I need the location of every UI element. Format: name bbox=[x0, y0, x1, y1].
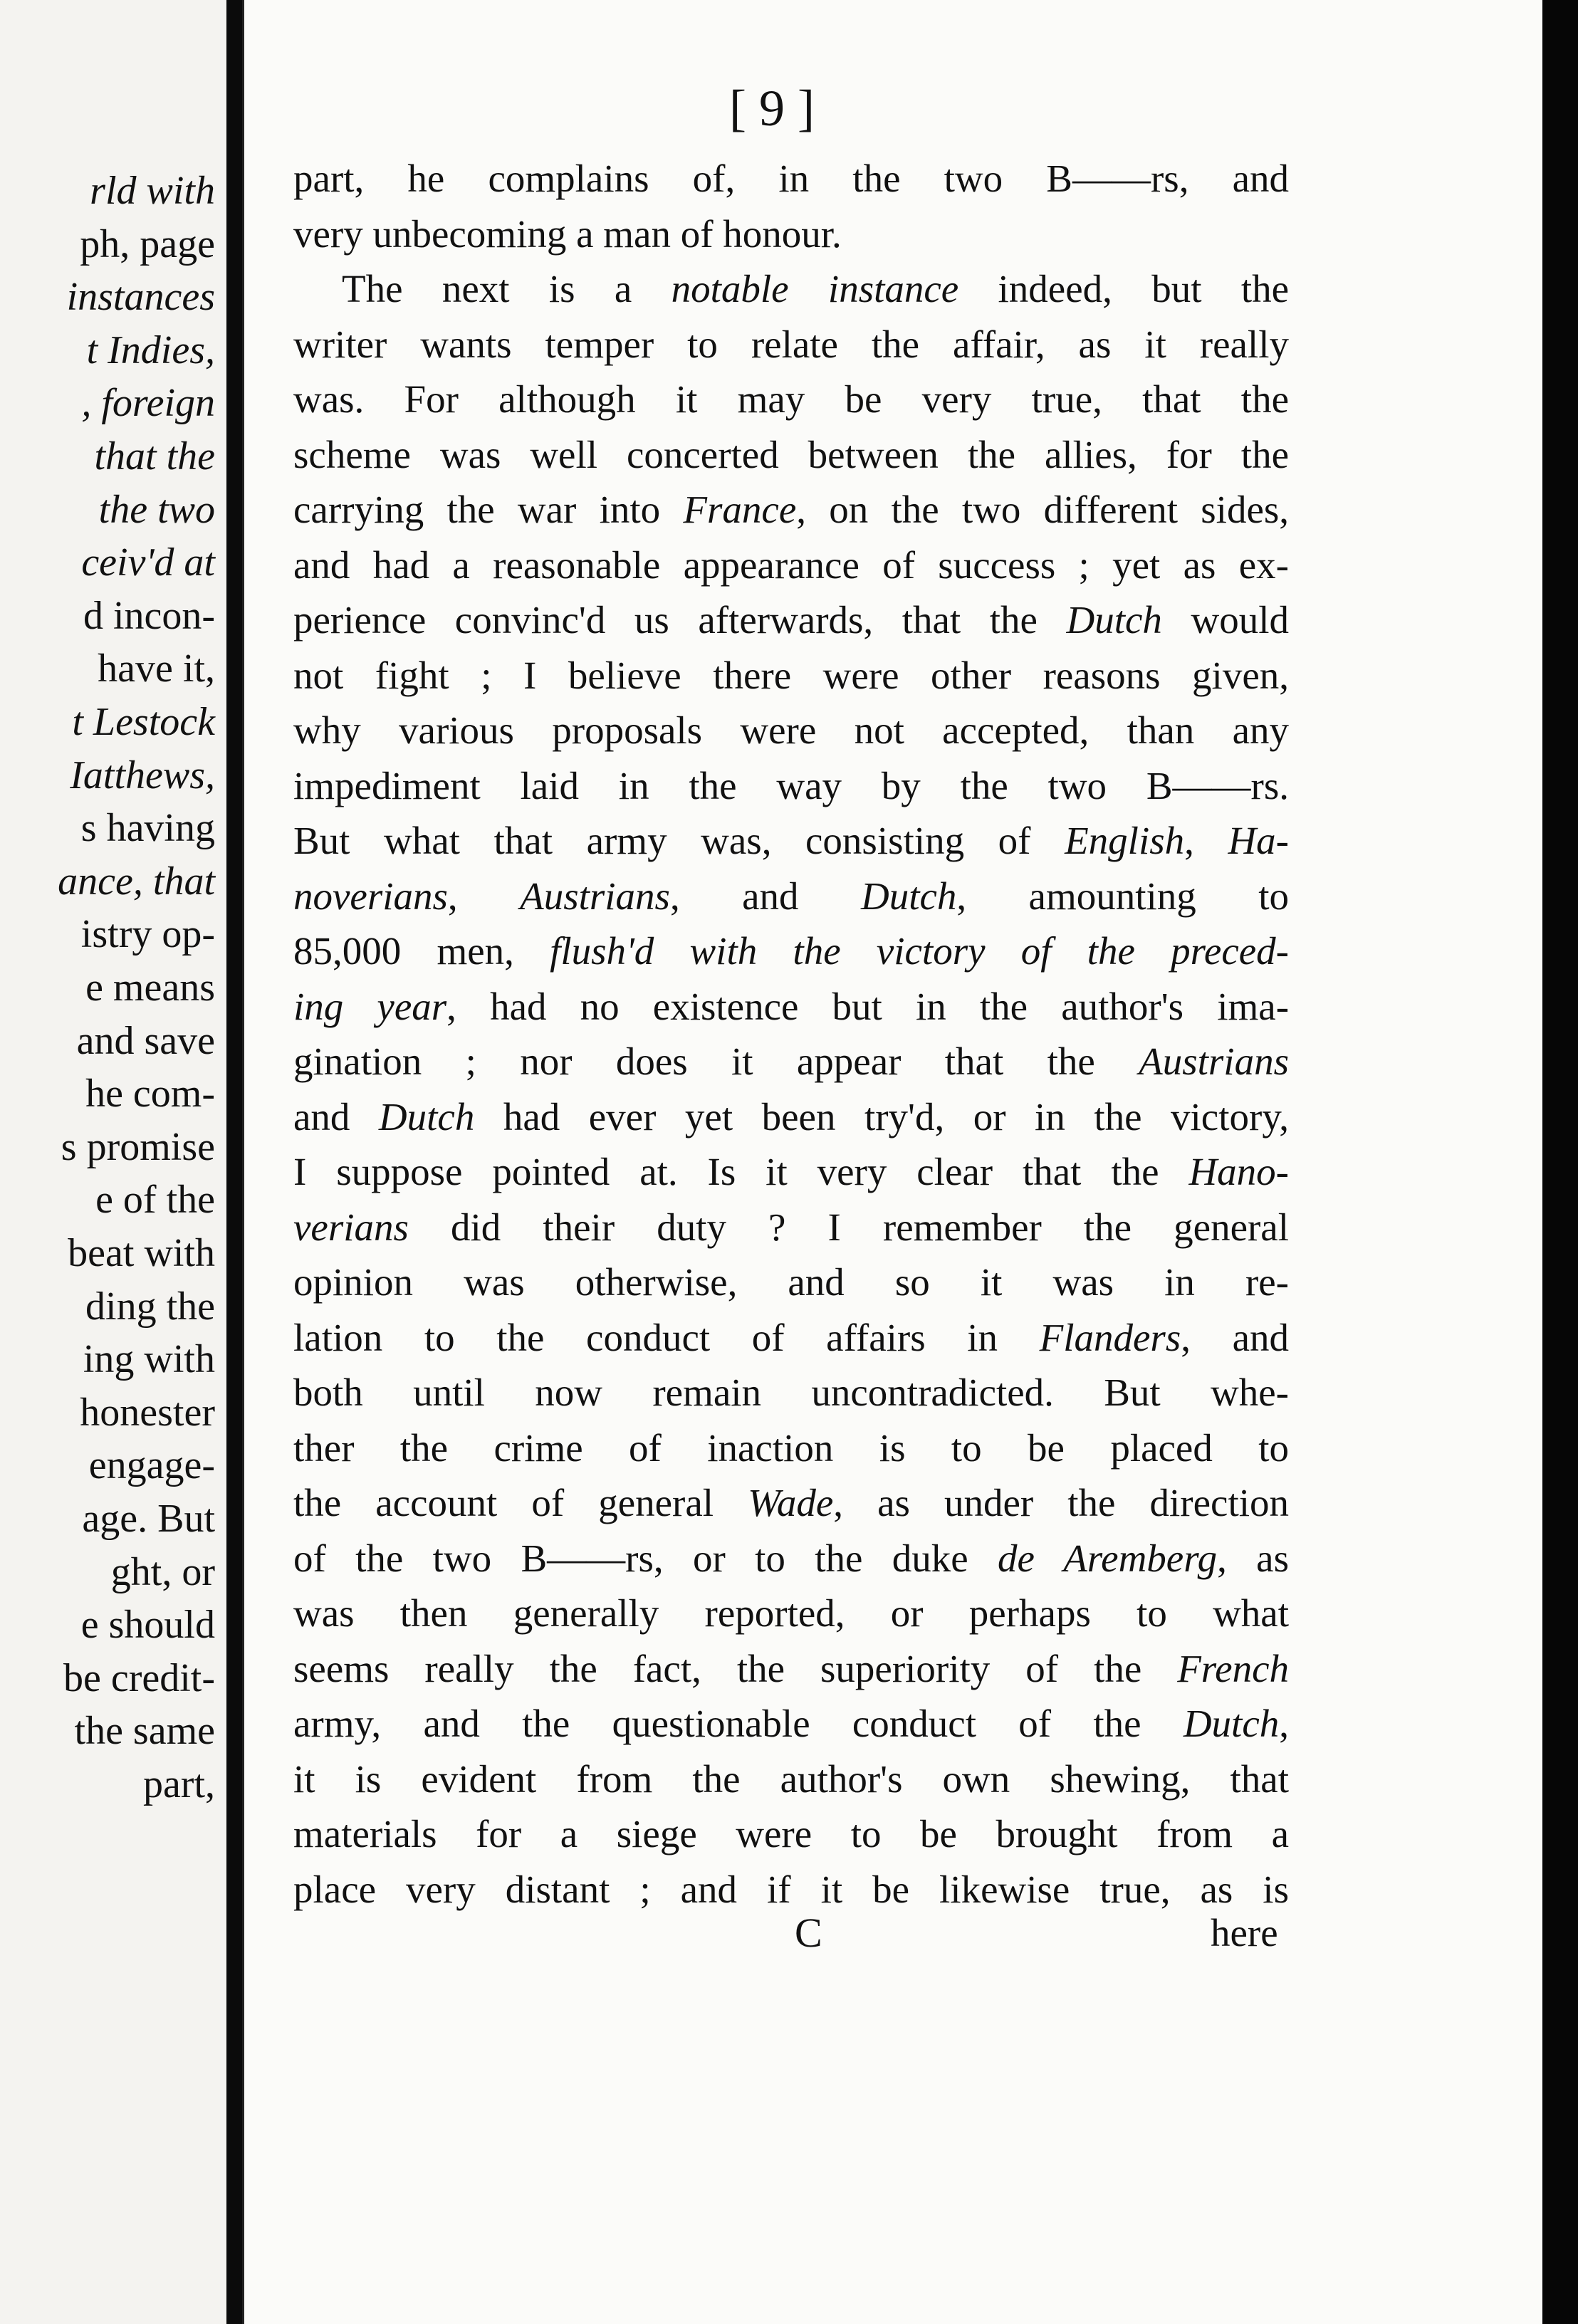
left-page-line: instances bbox=[66, 275, 215, 320]
left-page-line: have it, bbox=[98, 647, 215, 691]
text-line: part, he complains of, in the two B——rs, and bbox=[293, 157, 1289, 200]
text-line: the account of general Wade, as under the direction bbox=[293, 1481, 1290, 1524]
left-page-line: he com- bbox=[85, 1072, 215, 1116]
text-line: The next is a notable instance indeed, but the bbox=[342, 267, 1290, 310]
text-line: verians did their duty ? I remember the general bbox=[293, 1205, 1289, 1249]
text-line: and Dutch had ever yet been try'd, or in the victory, bbox=[293, 1094, 1289, 1139]
left-page-line: ght, or bbox=[110, 1549, 215, 1594]
catchword: here bbox=[1211, 1911, 1278, 1954]
left-page-line: beat with bbox=[68, 1231, 215, 1275]
text-line: materials for a siege were to be brought from a bbox=[293, 1812, 1289, 1855]
text-line: impediment laid in the way by the two B——rs. bbox=[293, 763, 1289, 807]
left-page-line: the same bbox=[74, 1709, 215, 1754]
left-page-line: d incon- bbox=[83, 593, 215, 638]
left-page-line: the two bbox=[98, 487, 215, 532]
left-page-line: s having bbox=[80, 806, 215, 851]
text-line: it is evident from the author's own shewing, that bbox=[293, 1757, 1289, 1801]
left-page-fragment bbox=[0, 0, 226, 2324]
left-page-line: , foreign bbox=[81, 381, 215, 426]
left-page-line: istry op- bbox=[80, 912, 215, 957]
left-page-line: that the bbox=[94, 434, 215, 478]
text-line: writer wants temper to relate the affair, as it really bbox=[293, 322, 1289, 366]
left-page-line: be credit- bbox=[63, 1655, 215, 1700]
text-line: I suppose pointed at. Is it very clear that the Hano- bbox=[293, 1150, 1289, 1193]
book-gutter bbox=[226, 0, 242, 2324]
text-line: perience convinc'd us afterwards, that the Dutch would bbox=[293, 598, 1289, 642]
body-text bbox=[293, 151, 1289, 1917]
left-page-line: ing with bbox=[83, 1337, 215, 1382]
text-line: was then generally reported, or perhaps to what bbox=[293, 1591, 1289, 1635]
left-page-line: ance, that bbox=[58, 859, 215, 904]
left-page-line: e should bbox=[80, 1603, 215, 1648]
text-line: was. For although it may be very true, that the bbox=[293, 377, 1289, 421]
text-line: place very distant ; and if it be likewise true, as is bbox=[293, 1867, 1289, 1911]
left-page-line: and save bbox=[76, 1018, 215, 1063]
left-page-line: engage- bbox=[88, 1443, 215, 1488]
text-line: noverians, Austrians, and Dutch, amounting to bbox=[293, 874, 1290, 918]
text-line: why various proposals were not accepted, than any bbox=[293, 708, 1289, 752]
signature-mark: C bbox=[795, 1910, 822, 1956]
text-line: very unbecoming a man of honour. bbox=[293, 211, 842, 256]
text-line: gination ; nor does it appear that the Austrians bbox=[293, 1040, 1289, 1083]
left-page-line: rld with bbox=[90, 169, 215, 213]
text-line: of the two B——rs, or to the duke de Aremberg, as bbox=[293, 1536, 1289, 1580]
page-edge-shadow bbox=[1542, 0, 1578, 2324]
text-line: ther the crime of inaction is to be placed to bbox=[293, 1425, 1289, 1470]
text-line: 85,000 men, flush'd with the victory of the preced- bbox=[293, 929, 1289, 973]
left-page-line: part, bbox=[142, 1762, 215, 1806]
text-line: carrying the war into France, on the two different sides, bbox=[293, 488, 1290, 531]
left-page-line: ding the bbox=[85, 1284, 215, 1329]
text-line: army, and the questionable conduct of the Dutch, bbox=[293, 1702, 1289, 1745]
page-number: [ 9 ] bbox=[729, 80, 815, 137]
left-page-line: t Lestock bbox=[72, 700, 215, 744]
text-line: ing year, had no existence but in the author's ima- bbox=[293, 984, 1290, 1028]
text-line: scheme was well concerted between the allies, for the bbox=[293, 432, 1289, 476]
text-line: both until now remain uncontradicted. But whe- bbox=[293, 1371, 1289, 1414]
left-page-line: e means bbox=[85, 965, 215, 1010]
text-line: lation to the conduct of affairs in Flanders, and bbox=[293, 1315, 1289, 1359]
left-page-line: s promise bbox=[61, 1124, 215, 1169]
left-page-line: t Indies, bbox=[86, 328, 215, 372]
text-line: seems really the fact, the superiority of the French bbox=[293, 1646, 1289, 1690]
left-page-line: Iatthews, bbox=[70, 753, 215, 797]
text-line: and had a reasonable appearance of success ; yet as ex- bbox=[293, 543, 1289, 587]
left-page-line: honester bbox=[80, 1390, 215, 1435]
left-page-line: e of the bbox=[95, 1178, 215, 1223]
left-page-line: ph, page bbox=[80, 221, 215, 266]
text-line: not fight ; I believe there were other reasons given, bbox=[293, 653, 1289, 697]
left-page-line: age. But bbox=[82, 1497, 215, 1541]
left-page-line: ceiv'd at bbox=[81, 540, 215, 585]
text-line: opinion was otherwise, and so it was in re- bbox=[293, 1260, 1289, 1304]
text-line: But what that army was, consisting of English, Ha- bbox=[293, 819, 1289, 862]
